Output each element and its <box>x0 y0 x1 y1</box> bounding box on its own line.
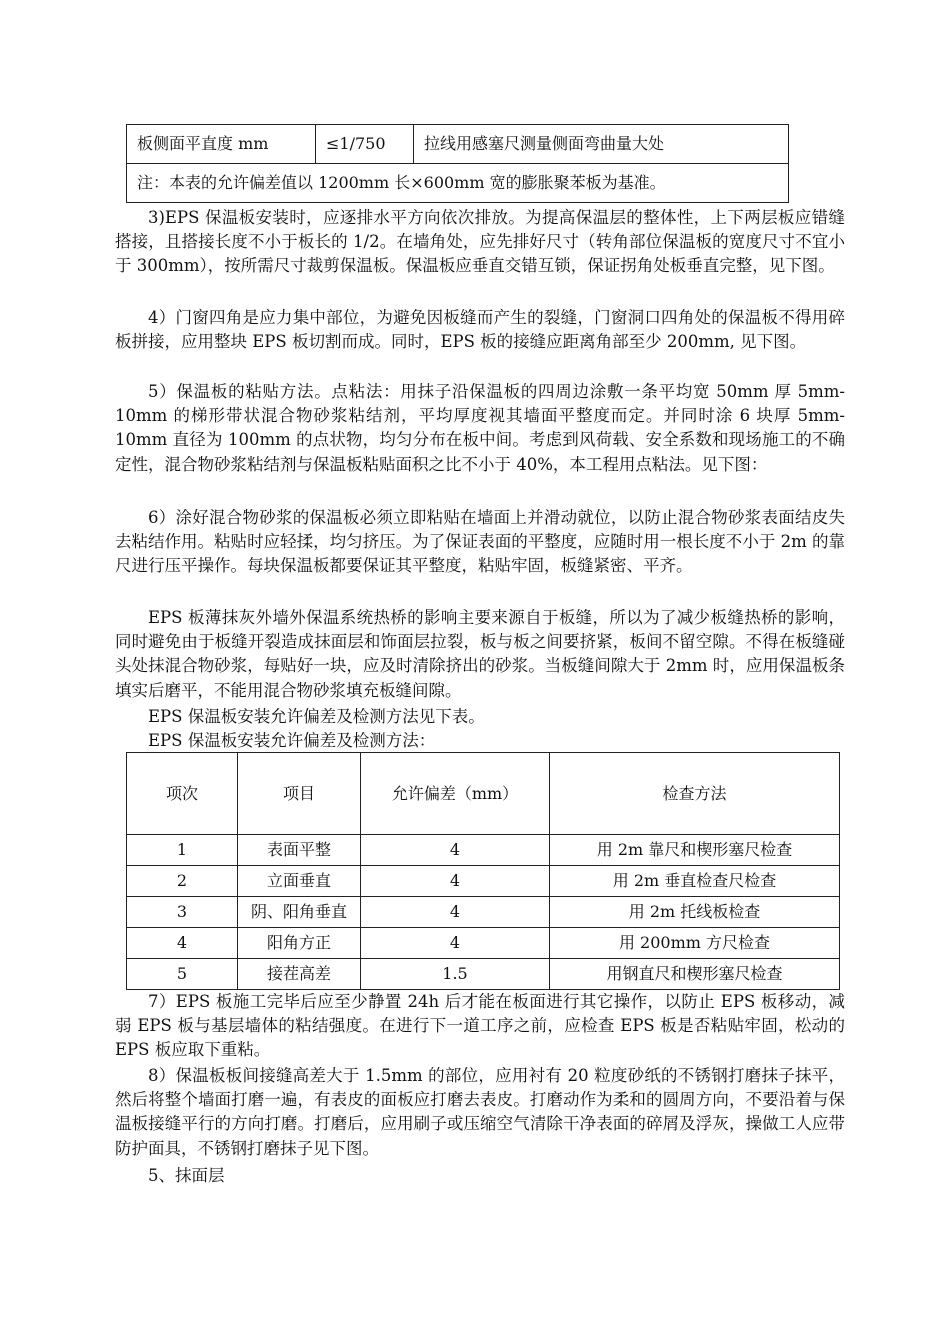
table-cell: 阳角方正 <box>238 928 361 959</box>
section-heading-5: 5、抹面层 <box>148 1166 225 1185</box>
paragraph-5: 5）保温板的粘贴方法。点粘法：用抹子沿保温板的四周边涂敷一条平均宽 50mm 厚 5mm-10mm 的梯形带状混合物砂浆粘结剂，平均厚度视其墙面平整度而定。并同时涂 6 块厚 5mm-10mm 直径为 100mm 的点状物，均匀分布在板中间。考虑到风荷载、安全系数和现场施工的不确定性，混合物砂浆粘结剂与保温板粘贴面积之比不小于 40%，本工程用点粘法。见下图： <box>115 382 845 474</box>
table-cell: 用 2m 托线板检查 <box>550 897 840 928</box>
paragraph-4: 4）门窗四角是应力集中部位，为避免因板缝而产生的裂缝，门窗洞口四角处的保温板不得用碎板拼接，应用整块 EPS 板切割而成。同时，EPS 板的接缝应距离角部至少 200mm, 见下图。 <box>115 308 845 352</box>
table-note: 注：本表的允许偏差值以 1200mm 长×600mm 宽的膨胀聚苯板为基准。 <box>127 164 789 203</box>
table-cell: 拉线用感塞尺测量侧面弯曲量大处 <box>414 125 789 164</box>
table-cell: 2 <box>127 866 238 897</box>
table-cell: 4 <box>361 897 550 928</box>
table-cell: 4 <box>361 835 550 866</box>
paragraph-eps-thermal-bridge: EPS 板薄抹灰外墙外保温系统热桥的影响主要来源自于板缝，所以为了减少板缝热桥的影响，同时避免由于板缝开裂造成抹面层和饰面层拉裂，板与板之间要挤紧，板间不留空隙。不得在板缝碰头处抹混合物砂浆，每贴好一块，应及时清除挤出的砂浆。当板缝间隙大于 2mm 时，应用保温板条填实后磨平，不能用混合物砂浆填充板缝间隙。 <box>115 608 845 700</box>
table-row <box>127 959 840 990</box>
table-cell: 用钢直尺和楔形塞尺检查 <box>550 959 840 990</box>
table-cell: 用 2m 靠尺和楔形塞尺检查 <box>550 835 840 866</box>
table-intro-line: EPS 保温板安装允许偏差及检测方法见下表。 <box>148 707 485 726</box>
table-row <box>127 125 789 164</box>
table-cell: 4 <box>127 928 238 959</box>
table-cell: 立面垂直 <box>238 866 361 897</box>
paragraph-3: 3)EPS 保温板安装时，应逐排水平方向依次排放。为提高保温层的整体性，上下两层板应错缝搭接，且搭接长度不小于板长的 1/2。在墙角处，应先排好尺寸（转角部位保温板的宽度尺寸不宜小于 300mm），按所需尺寸裁剪保温板。保温板应垂直交错互锁，保证拐角处板垂直完整，见下图。 <box>115 208 845 276</box>
table-cell: 4 <box>361 866 550 897</box>
table-note-row <box>127 164 789 203</box>
column-header: 项次 <box>127 753 238 835</box>
table-cell: 用 2m 垂直检查尺检查 <box>550 866 840 897</box>
table-cell: 用 200mm 方尺检查 <box>550 928 840 959</box>
tolerance-table <box>126 752 840 990</box>
table-cell: 3 <box>127 897 238 928</box>
table-cell: 1.5 <box>361 959 550 990</box>
table-cell: 接茬高差 <box>238 959 361 990</box>
table-cell: 5 <box>127 959 238 990</box>
table-caption: EPS 保温板安装允许偏差及检测方法： <box>148 731 436 750</box>
tolerance-table-fragment <box>126 124 789 203</box>
table-cell: 板侧面平直度 mm <box>127 125 316 164</box>
column-header: 项目 <box>238 753 361 835</box>
paragraph-8: 8）保温板板间接缝高差大于 1.5mm 的部位，应用衬有 20 粒度砂纸的不锈钢打磨抹子抹平，然后将整个墙面打磨一遍，有表皮的面板应打磨去表皮。打磨动作为柔和的圆周方向，不要沿着与保温板接缝平行的方向打磨。打磨后，应用刷子或压缩空气清除干净表面的碎屑及浮灰，操做工人应带防护面具，不锈钢打磨抹子见下图。 <box>115 1066 845 1158</box>
table-cell: 表面平整 <box>238 835 361 866</box>
table-row <box>127 866 840 897</box>
table-cell: 1 <box>127 835 238 866</box>
column-header: 检查方法 <box>550 753 840 835</box>
paragraph-7: 7）EPS 板施工完毕后应至少静置 24h 后才能在板面进行其它操作，以防止 EPS 板移动，减弱 EPS 板与基层墙体的粘结强度。在进行下一道工序之前，应检查 EPS 板是否粘贴牢固，松动的 EPS 板应取下重粘。 <box>115 992 845 1060</box>
table-row <box>127 835 840 866</box>
table-cell: 4 <box>361 928 550 959</box>
table-cell: 阴、阳角垂直 <box>238 897 361 928</box>
paragraph-6: 6）涂好混合物砂浆的保温板必须立即粘贴在墙面上并滑动就位，以防止混合物砂浆表面结皮失去粘结作用。粘贴时应轻揉，均匀挤压。为了保证表面的平整度，应随时用一根长度不小于 2m 的靠尺进行压平操作。每块保温板都要保证其平整度，粘贴牢固，板缝紧密、平齐。 <box>115 508 845 576</box>
table-row <box>127 897 840 928</box>
table-header-row <box>127 753 840 835</box>
column-header: 允许偏差（mm） <box>361 753 550 835</box>
table-row <box>127 928 840 959</box>
table-cell: ≤1/750 <box>316 125 414 164</box>
